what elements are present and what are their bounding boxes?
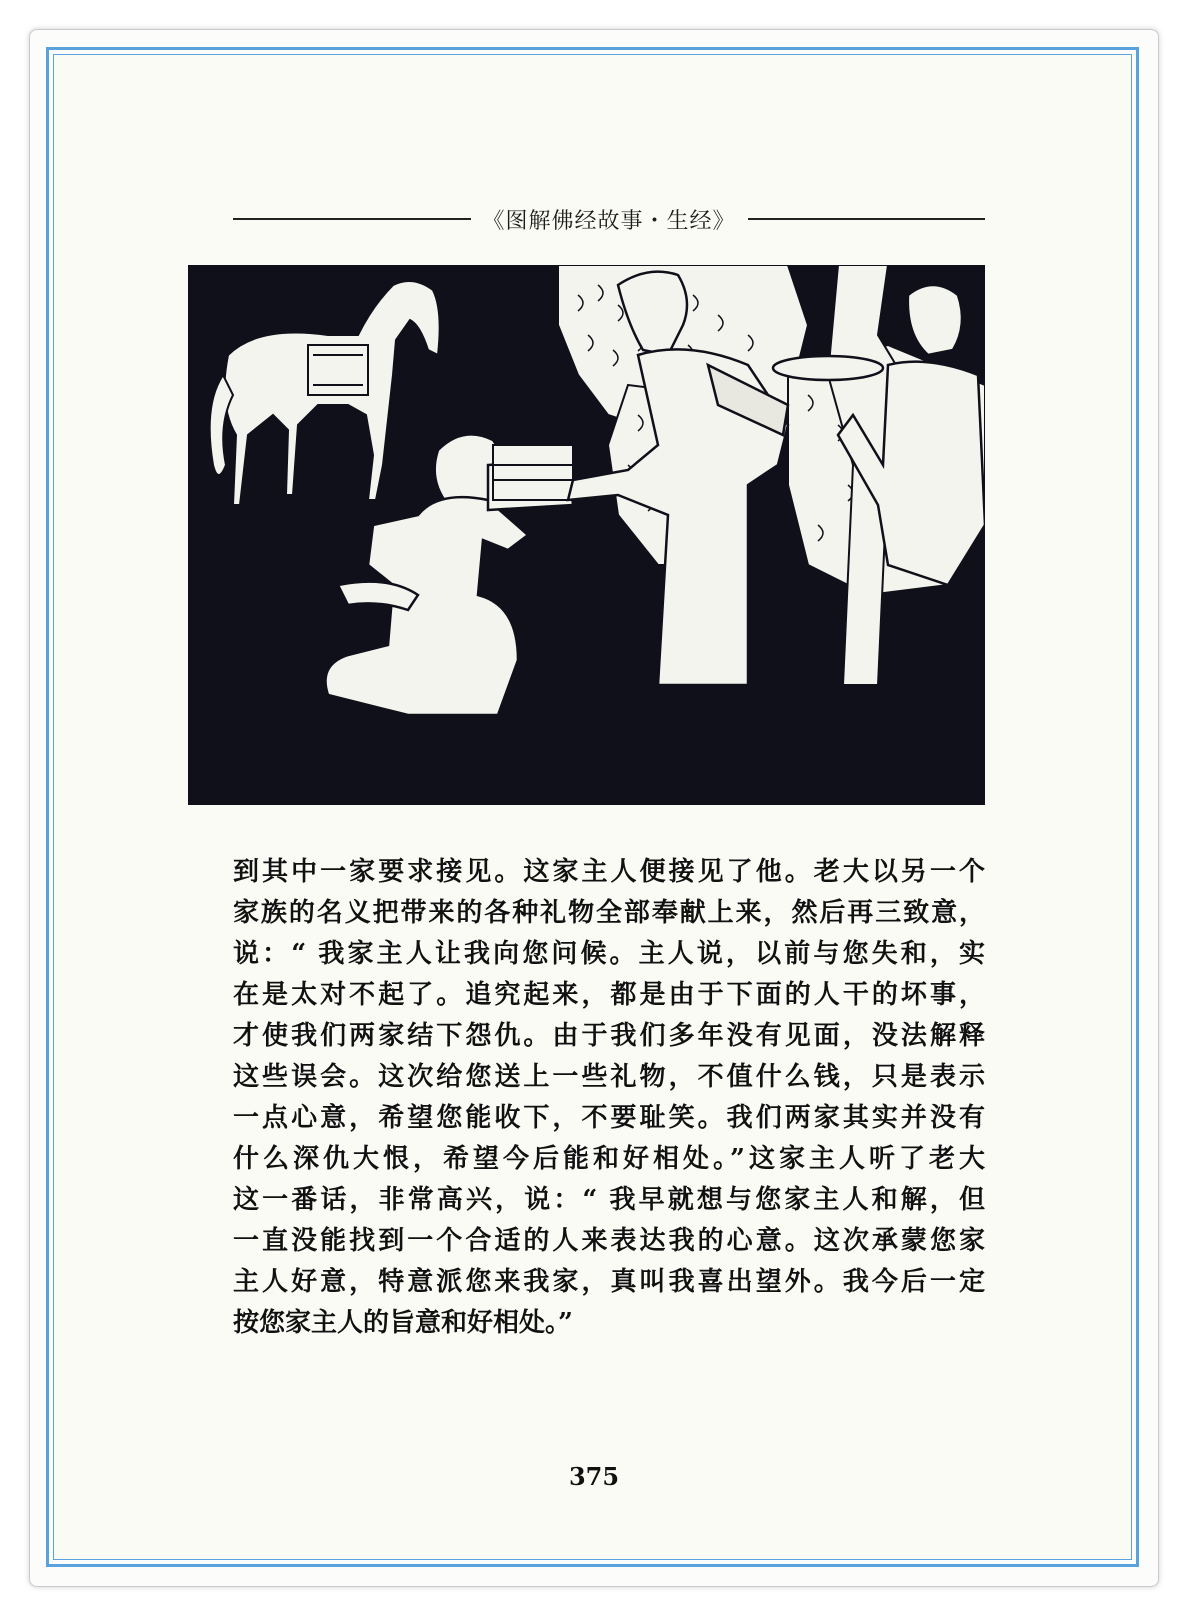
text-line: 在是太对不起了。追究起来，都是由于下面的人干的坏事， bbox=[233, 980, 985, 1010]
woodcut-illustration bbox=[188, 265, 985, 805]
page-number: 375 bbox=[568, 1462, 620, 1491]
running-title: 《图解佛经故事・生经》 bbox=[482, 208, 736, 234]
gift-box bbox=[493, 445, 573, 500]
header-rule-right bbox=[748, 218, 986, 220]
text-line: 一直没能找到一个合适的人来表达我的心意。这次承蒙您家 bbox=[233, 1226, 985, 1256]
text-line: 主人好意，特意派您来我家，真叫我喜出望外。我今后一定 bbox=[233, 1267, 985, 1297]
text-line: 一点心意，希望您能收下，不要耻笑。我们两家其实并没有 bbox=[233, 1103, 985, 1133]
text-line: 这一番话，非常高兴，说：“ 我早就想与您家主人和解，但 bbox=[233, 1185, 985, 1215]
illustration-art bbox=[188, 265, 985, 805]
text-line: 按您家主人的旨意和好相处。” bbox=[233, 1308, 573, 1338]
text-line: 才使我们两家结下怨仇。由于我们多年没有见面，没法解释 bbox=[233, 1021, 985, 1051]
text-line: 这些误会。这次给您送上一些礼物，不值什么钱，只是表示 bbox=[233, 1062, 985, 1092]
text-line: 家族的名义把带来的各种礼物全部奉献上来，然后再三致意， bbox=[233, 898, 985, 928]
text-line: 说：“ 我家主人让我向您问候。主人说，以前与您失和，实 bbox=[233, 939, 985, 969]
text-line: 什么深仇大恨，希望今后能和好相处。”这家主人听了老大 bbox=[233, 1144, 985, 1174]
body-paragraph bbox=[233, 852, 985, 1344]
text-line: 到其中一家要求接见。这家主人便接见了他。老大以另一个 bbox=[233, 857, 985, 887]
header-rule-left bbox=[233, 218, 471, 220]
running-header bbox=[233, 204, 985, 234]
